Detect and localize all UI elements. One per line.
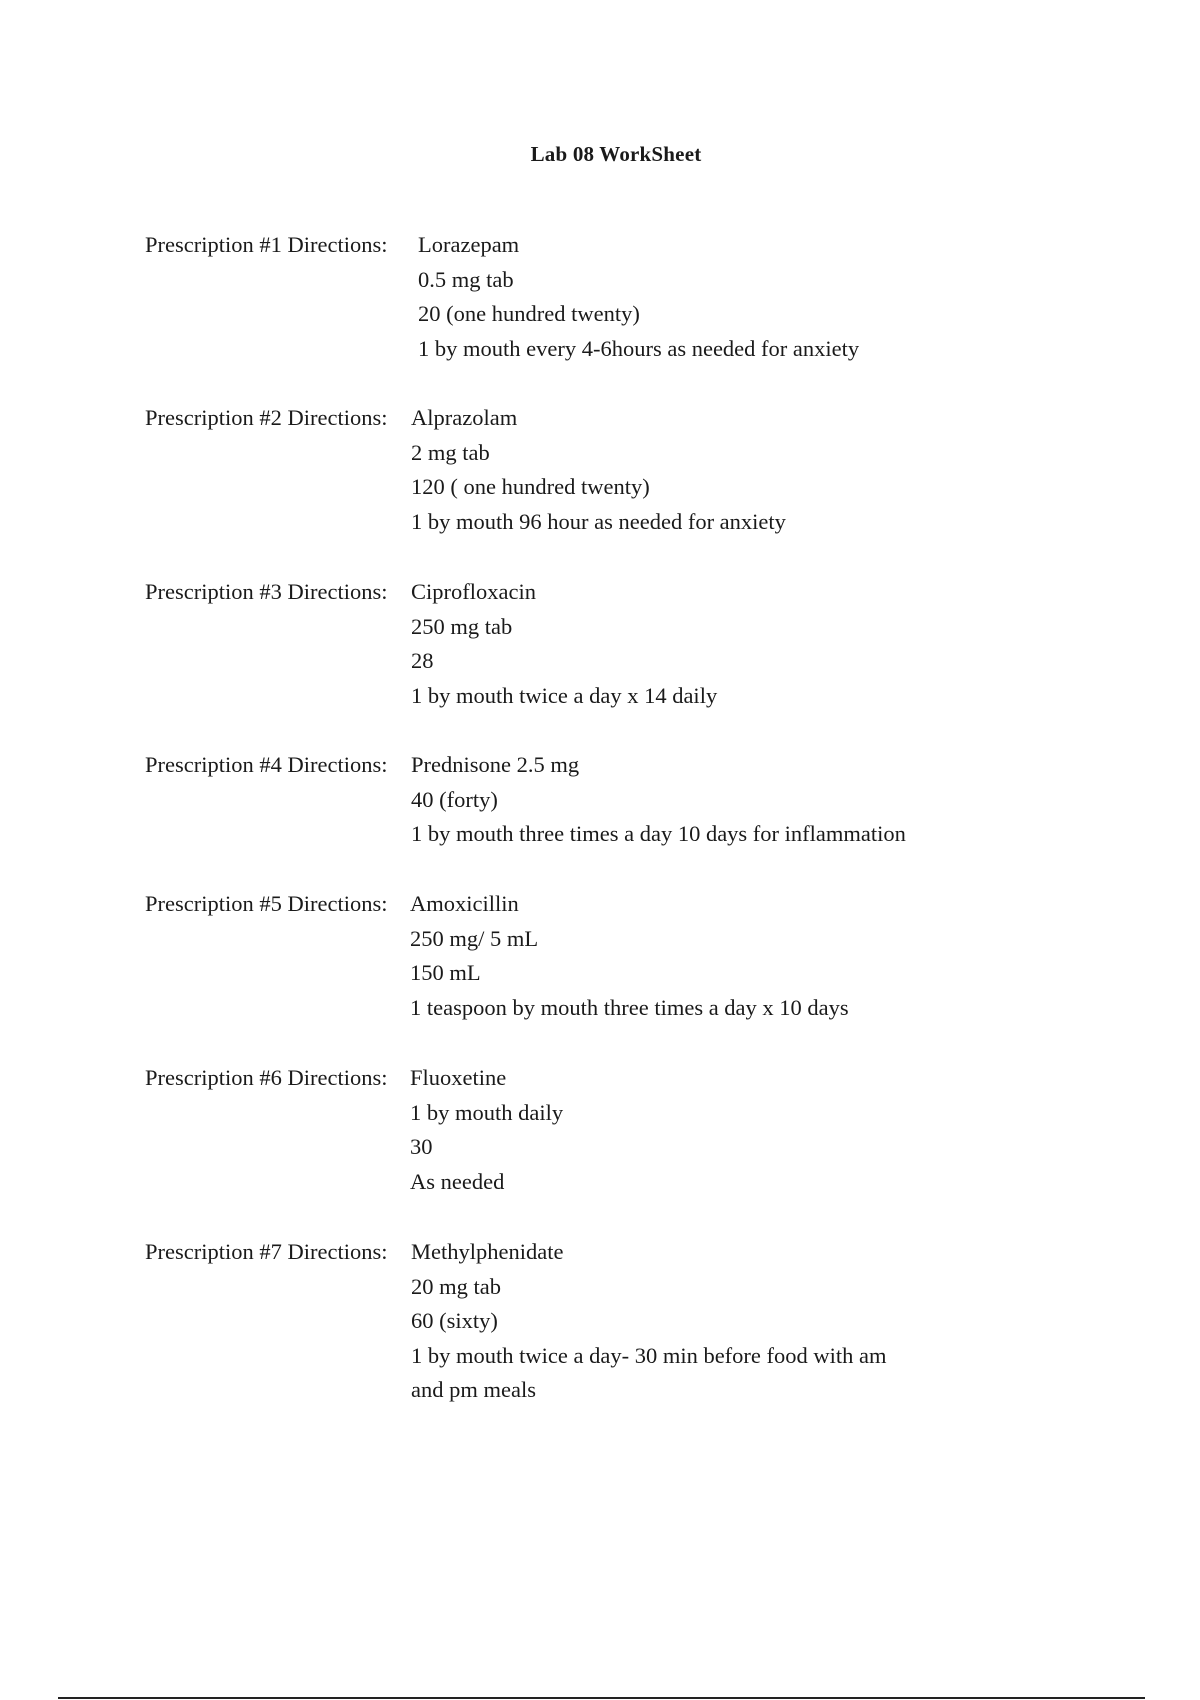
frequency: As needed [410, 1168, 505, 1194]
drug-name: Amoxicillin [410, 891, 519, 916]
directions: 1 by mouth daily [410, 1099, 564, 1125]
directions: 1 teaspoon by mouth three times a day x 10 days [410, 994, 849, 1020]
prescription-details [411, 575, 717, 713]
prescription-label: Prescription #4 Directions: [145, 752, 388, 777]
prescription-label: Prescription #3 Directions: [145, 579, 388, 604]
strength: 250 mg/ 5 mL [410, 925, 539, 951]
quantity: 60 (sixty) [411, 1308, 498, 1334]
prescription-details [410, 1061, 563, 1199]
prescription-details [411, 1235, 887, 1408]
drug-name: Lorazepam [418, 232, 520, 257]
drug-name: Methylphenidate [411, 1239, 564, 1264]
directions: 1 by mouth every 4-6hours as needed for anxiety [418, 335, 860, 361]
directions-continued: and pm meals [411, 1377, 536, 1403]
quantity: 120 ( one hundred twenty) [411, 474, 650, 500]
quantity: 30 [410, 1134, 433, 1160]
quantity: 20 (one hundred twenty) [418, 301, 640, 327]
drug-name: Alprazolam [411, 405, 518, 430]
directions: 1 by mouth three times a day 10 days for inflammation [411, 821, 906, 847]
footer-divider [58, 1697, 1145, 1699]
prescription-label: Prescription #5 Directions: [145, 891, 388, 916]
prescription-label: Prescription #7 Directions: [145, 1239, 388, 1264]
quantity: 28 [411, 648, 434, 674]
directions: 1 by mouth 96 hour as needed for anxiety [411, 508, 786, 534]
quantity: 150 mL [410, 960, 481, 986]
strength: 20 mg tab [411, 1273, 501, 1299]
drug-name: Prednisone 2.5 mg [411, 752, 580, 777]
strength: 250 mg tab [411, 613, 513, 639]
prescription-label: Prescription #2 Directions: [145, 405, 388, 430]
directions: 1 by mouth twice a day- 30 min before food with am [411, 1342, 887, 1368]
prescription-details [418, 228, 859, 366]
page-title: Lab 08 WorkSheet [530, 142, 702, 166]
strength: 0.5 mg tab [418, 266, 514, 292]
drug-name: Fluoxetine [410, 1065, 507, 1090]
prescription-label: Prescription #1 Directions: [145, 232, 388, 257]
prescription-details [410, 887, 849, 1025]
prescription-details [411, 748, 906, 852]
directions: 1 by mouth twice a day x 14 daily [411, 682, 718, 708]
quantity: 40 (forty) [411, 786, 498, 812]
drug-name: Ciprofloxacin [411, 579, 536, 604]
prescription-label: Prescription #6 Directions: [145, 1065, 388, 1090]
prescription-details [411, 401, 786, 539]
strength: 2 mg tab [411, 439, 490, 465]
